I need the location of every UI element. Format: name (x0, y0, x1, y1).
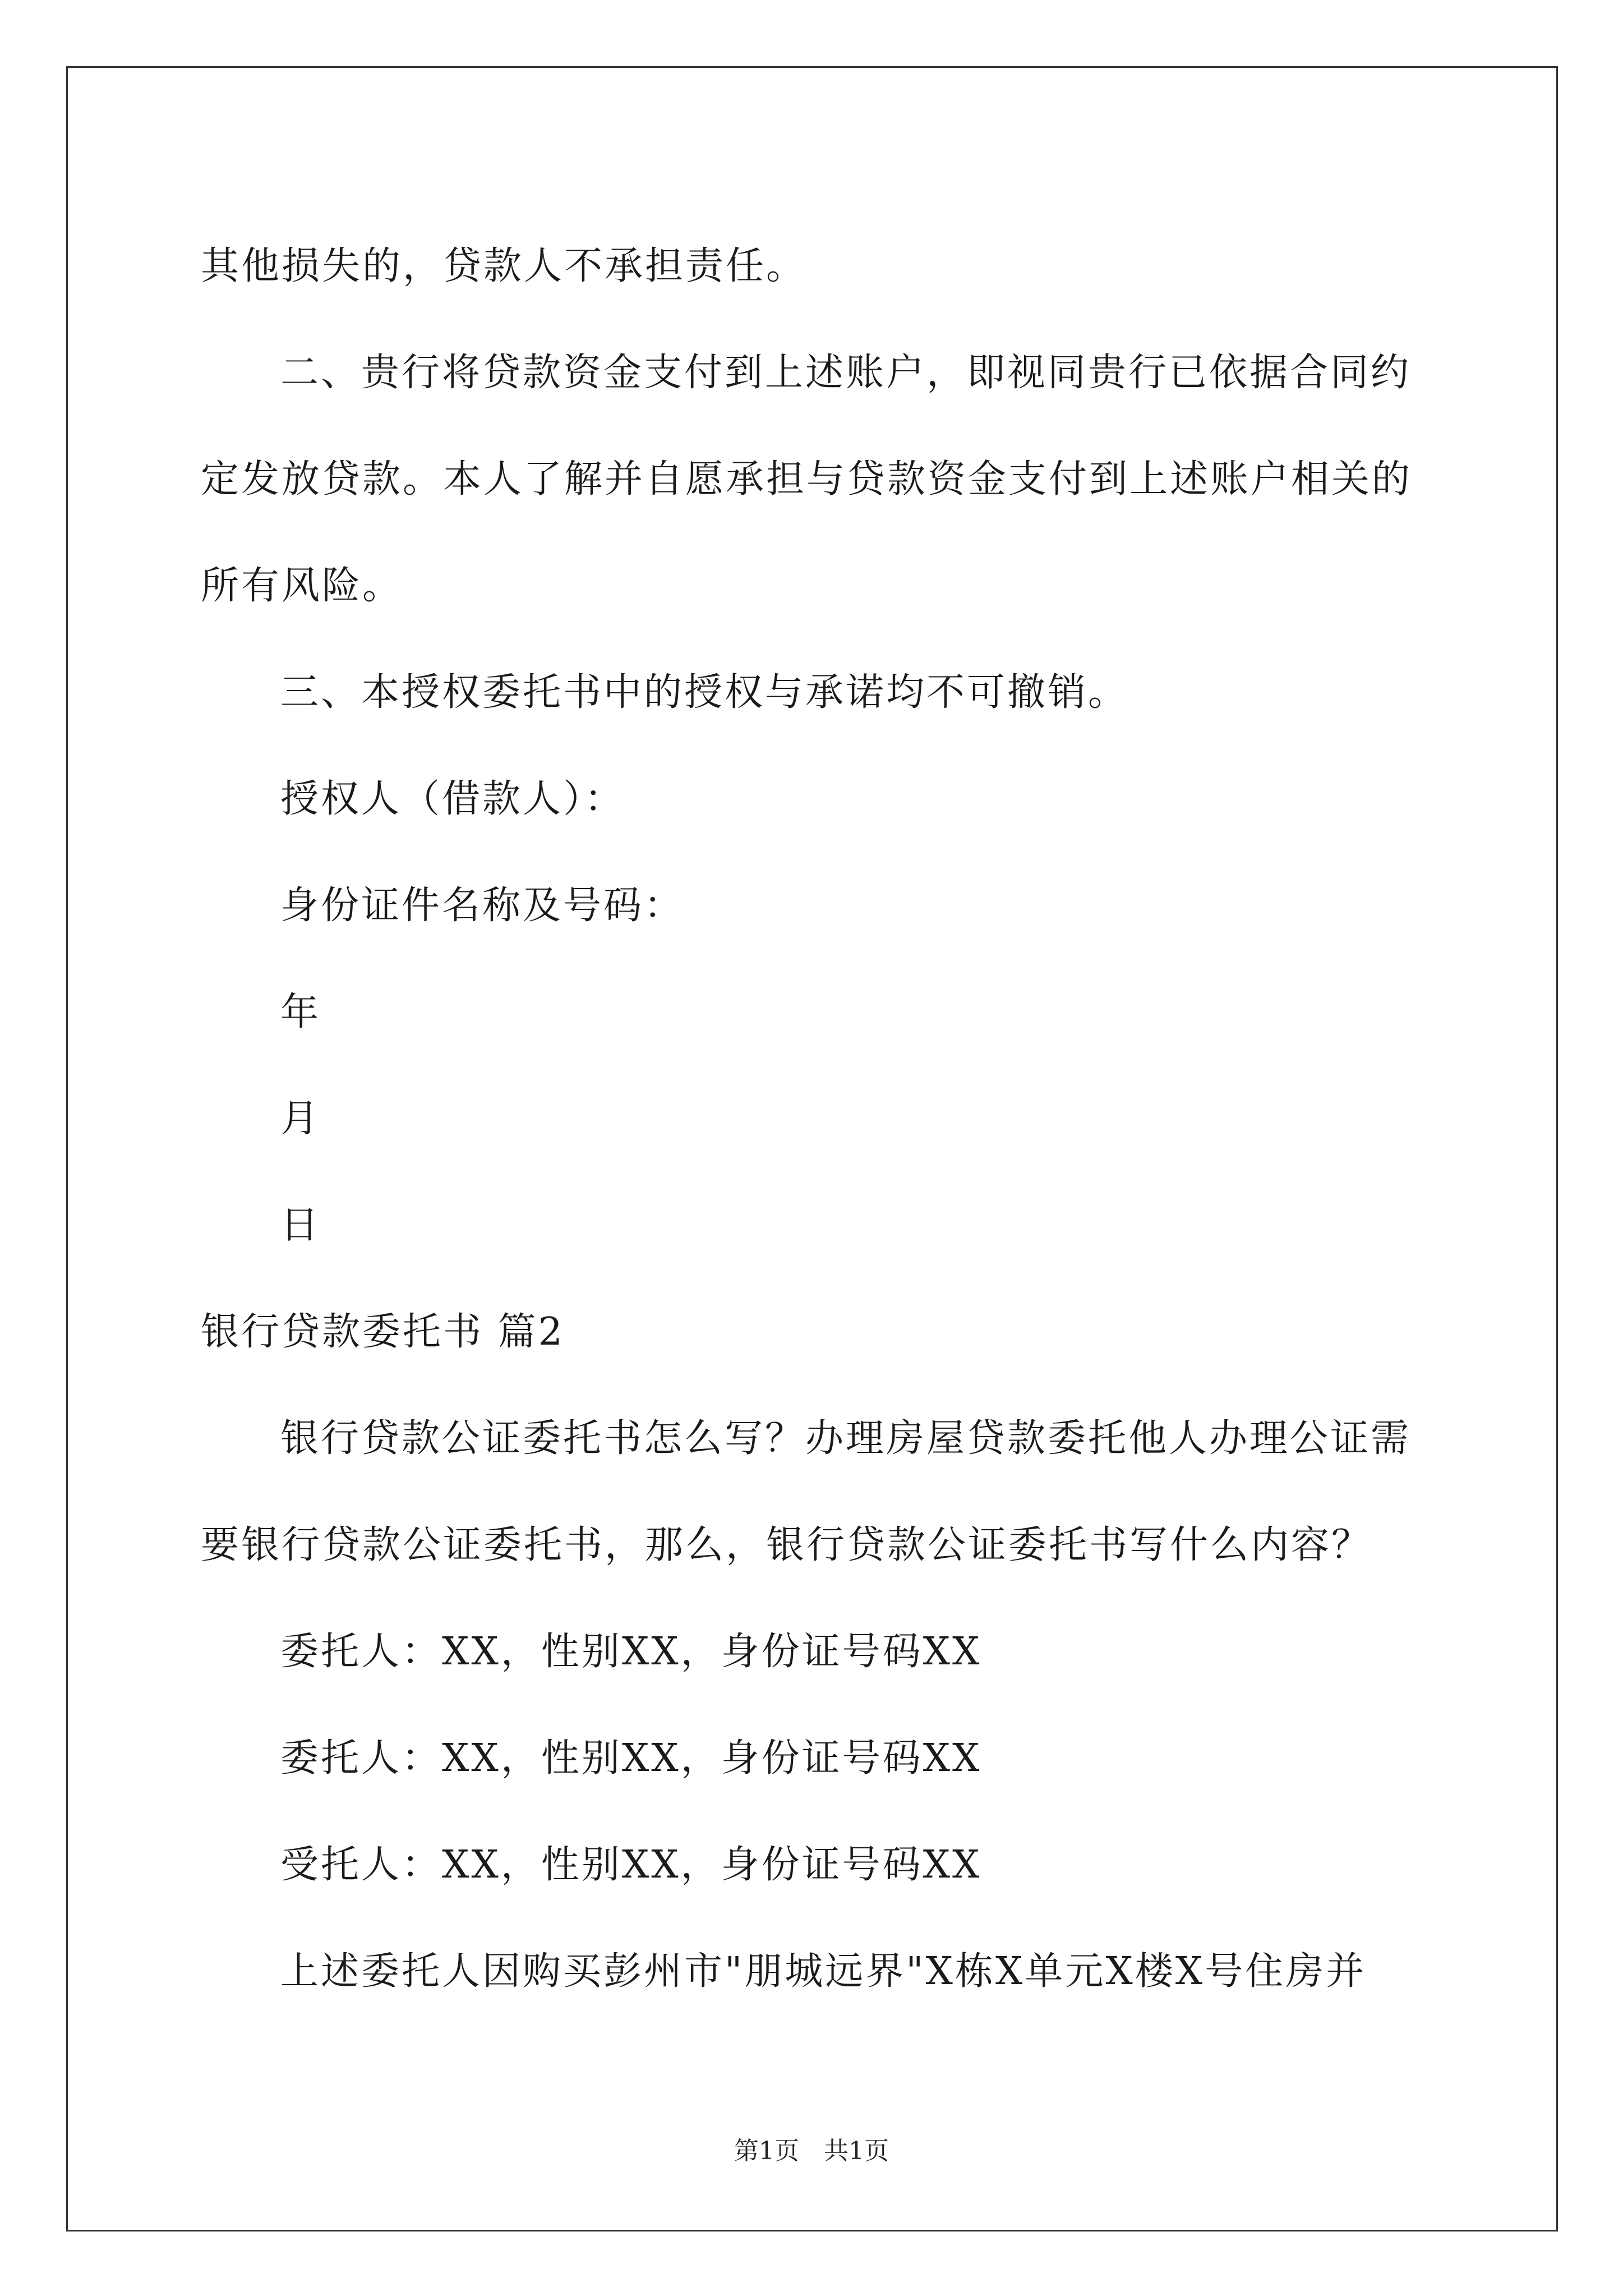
paragraph-line: 要银行贷款公证委托书，那么，银行贷款公证委托书写什么内容？ (201, 1523, 1372, 1567)
paragraph-line: 定发放贷款。本人了解并自愿承担与贷款资金支付到上述账户相关的 (201, 457, 1413, 501)
principal-line: 委托人：XX，性别XX，身份证号码XX (280, 1736, 982, 1780)
document-body (201, 213, 1435, 2025)
paragraph-line: 其他损失的，贷款人不承担责任。 (201, 244, 807, 288)
page-footer: 第1页 共1页 (734, 2137, 889, 2165)
id-label: 身份证件名称及号码： (280, 884, 685, 928)
paragraph-line: 二、贵行将贷款资金支付到上述账户，即视同贵行已依据合同约 (280, 351, 1412, 395)
date-month: 月 (280, 1097, 321, 1141)
date-year: 年 (280, 990, 321, 1034)
paragraph-line: 三、本授权委托书中的授权与承诺均不可撤销。 (280, 670, 1129, 715)
agent-line: 受托人：XX，性别XX，身份证号码XX (280, 1843, 982, 1887)
principal-line: 委托人：XX，性别XX，身份证号码XX (280, 1630, 982, 1674)
paragraph-line: 银行贷款公证委托书怎么写？办理房屋贷款委托他人办理公证需 (280, 1416, 1412, 1461)
paragraph-line: 所有风险。 (201, 564, 403, 608)
section-heading: 银行贷款委托书 篇2 (201, 1310, 565, 1354)
signature-label: 授权人（借款人）： (280, 777, 625, 821)
date-day: 日 (280, 1203, 321, 1248)
paragraph-line: 上述委托人因购买彭州市"朋城远界"X栋X单元X楼X号住房并 (280, 1949, 1367, 1994)
